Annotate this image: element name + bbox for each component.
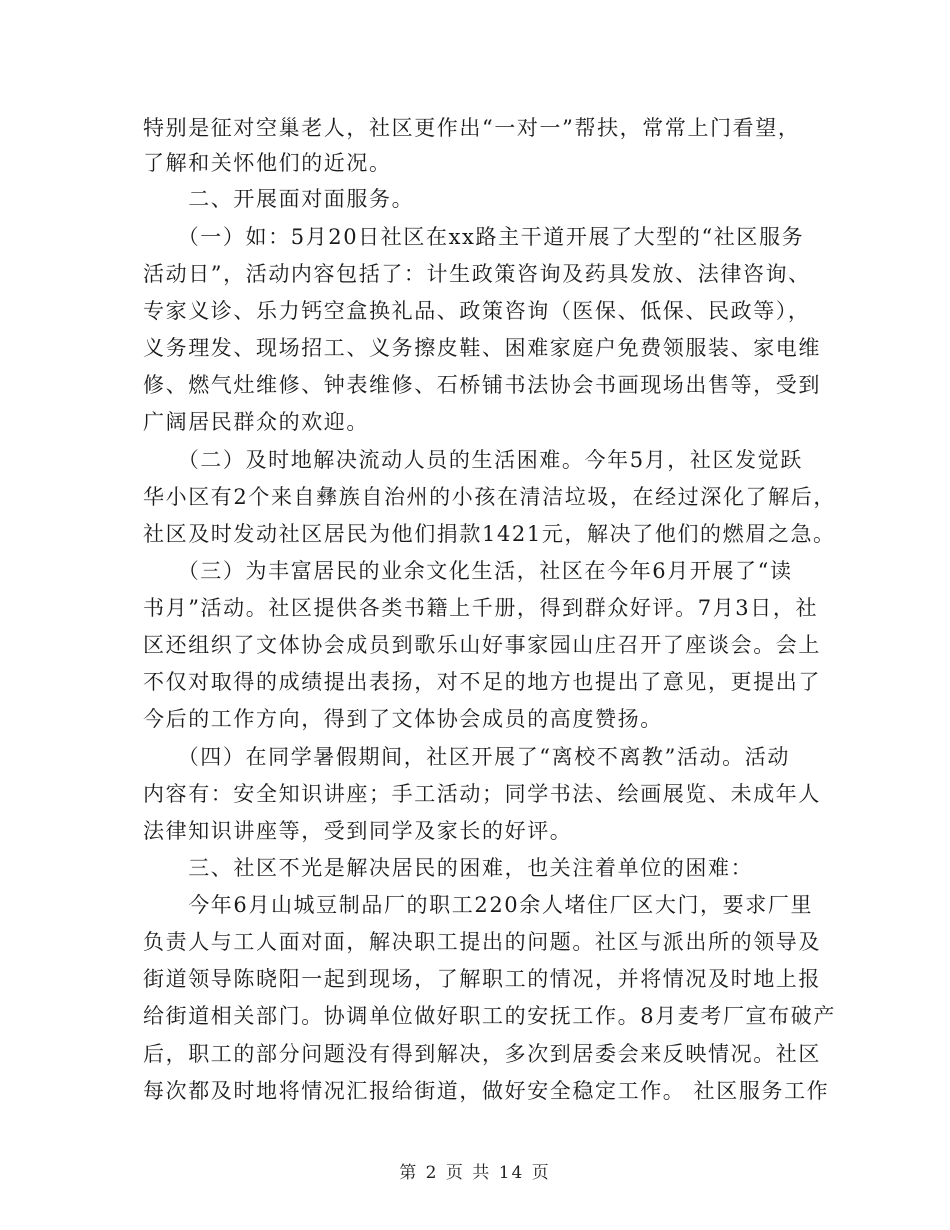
- text-line: 今后的工作方向，得到了文体协会成员的高度赞扬。: [143, 707, 663, 731]
- text-line: 法律知识讲座等，受到同学及家长的好评。: [143, 819, 573, 843]
- text-line: 给街道相关部门。协调单位做好职工的安抚工作。8月麦考厂宣布破产: [143, 1004, 836, 1028]
- text-line: 内容有：安全知识讲座；手工活动；同学书法、绘画展览、未成年人: [143, 782, 821, 806]
- text-line: （二）及时地解决流动人员的生活困难。今年5月，社区发觉跃: [143, 448, 803, 472]
- text-line: 修、燃气灶维修、钟表维修、石桥铺书法协会书画现场出售等，受到: [143, 373, 821, 397]
- text-line: 街道领导陈晓阳一起到现场，了解职工的情况，并将情况及时地上报: [143, 967, 821, 991]
- text-line: （四）在同学暑假期间，社区开展了“离校不离教”活动。活动: [143, 745, 790, 769]
- text-line: 负责人与工人面对面，解决职工提出的问题。社区与派出所的领导及: [143, 930, 821, 954]
- text-line: 华小区有2个来自彝族自治州的小孩在清洁垃圾，在经过深化了解后，: [143, 485, 836, 509]
- text-line: 活动日”，活动内容包括了：计生政策咨询及药具发放、法律咨询、: [143, 262, 811, 286]
- text-line: （三）为丰富居民的业余文化生活，社区在今年6月开展了“读: [143, 559, 793, 583]
- text-line: 每次都及时地将情况汇报给街道，做好安全稳定工作。 社区服务工作: [143, 1079, 830, 1103]
- text-line: 广阔居民群众的欢迎。: [143, 410, 369, 434]
- section-heading: 三、社区不光是解决居民的困难，也关注着单位的困难：: [143, 856, 754, 880]
- text-line: 不仅对取得的成绩提出表扬，对不足的地方也提出了意见，更提出了: [143, 670, 821, 694]
- page-number-footer: 第 2 页 共 14 页: [399, 1163, 551, 1183]
- text-line: 后，职工的部分问题没有得到解决，多次到居委会来反映情况。社区: [143, 1042, 821, 1066]
- text-line: （一）如：5月20日社区在xx路主干道开展了大型的“社区服务: [143, 225, 805, 249]
- text-line: 了解和关怀他们的近况。: [143, 151, 392, 175]
- text-line: 社区及时发动社区居民为他们捐款1421元，解决了他们的燃眉之急。: [143, 522, 836, 546]
- text-line: 今年6月山城豆制品厂的职工220余人堵住厂区大门，要求厂里: [143, 893, 814, 917]
- text-line: 书月”活动。社区提供各类书籍上千册，得到群众好评。7月3日，社: [143, 596, 819, 620]
- text-line: 义务理发、现场招工、义务擦皮鞋、困难家庭户免费领服装、家电维: [143, 336, 821, 360]
- section-heading: 二、开展面对面服务。: [143, 187, 415, 211]
- text-line: 区还组织了文体协会成员到歌乐山好事家园山庄召开了座谈会。会上: [143, 633, 821, 657]
- text-line: 特别是征对空巢老人，社区更作出“一对一”帮扶，常常上门看望，: [143, 116, 801, 140]
- text-line: 专家义诊、乐力钙空盒换礼品、政策咨询（医保、低保、民政等），: [143, 299, 811, 323]
